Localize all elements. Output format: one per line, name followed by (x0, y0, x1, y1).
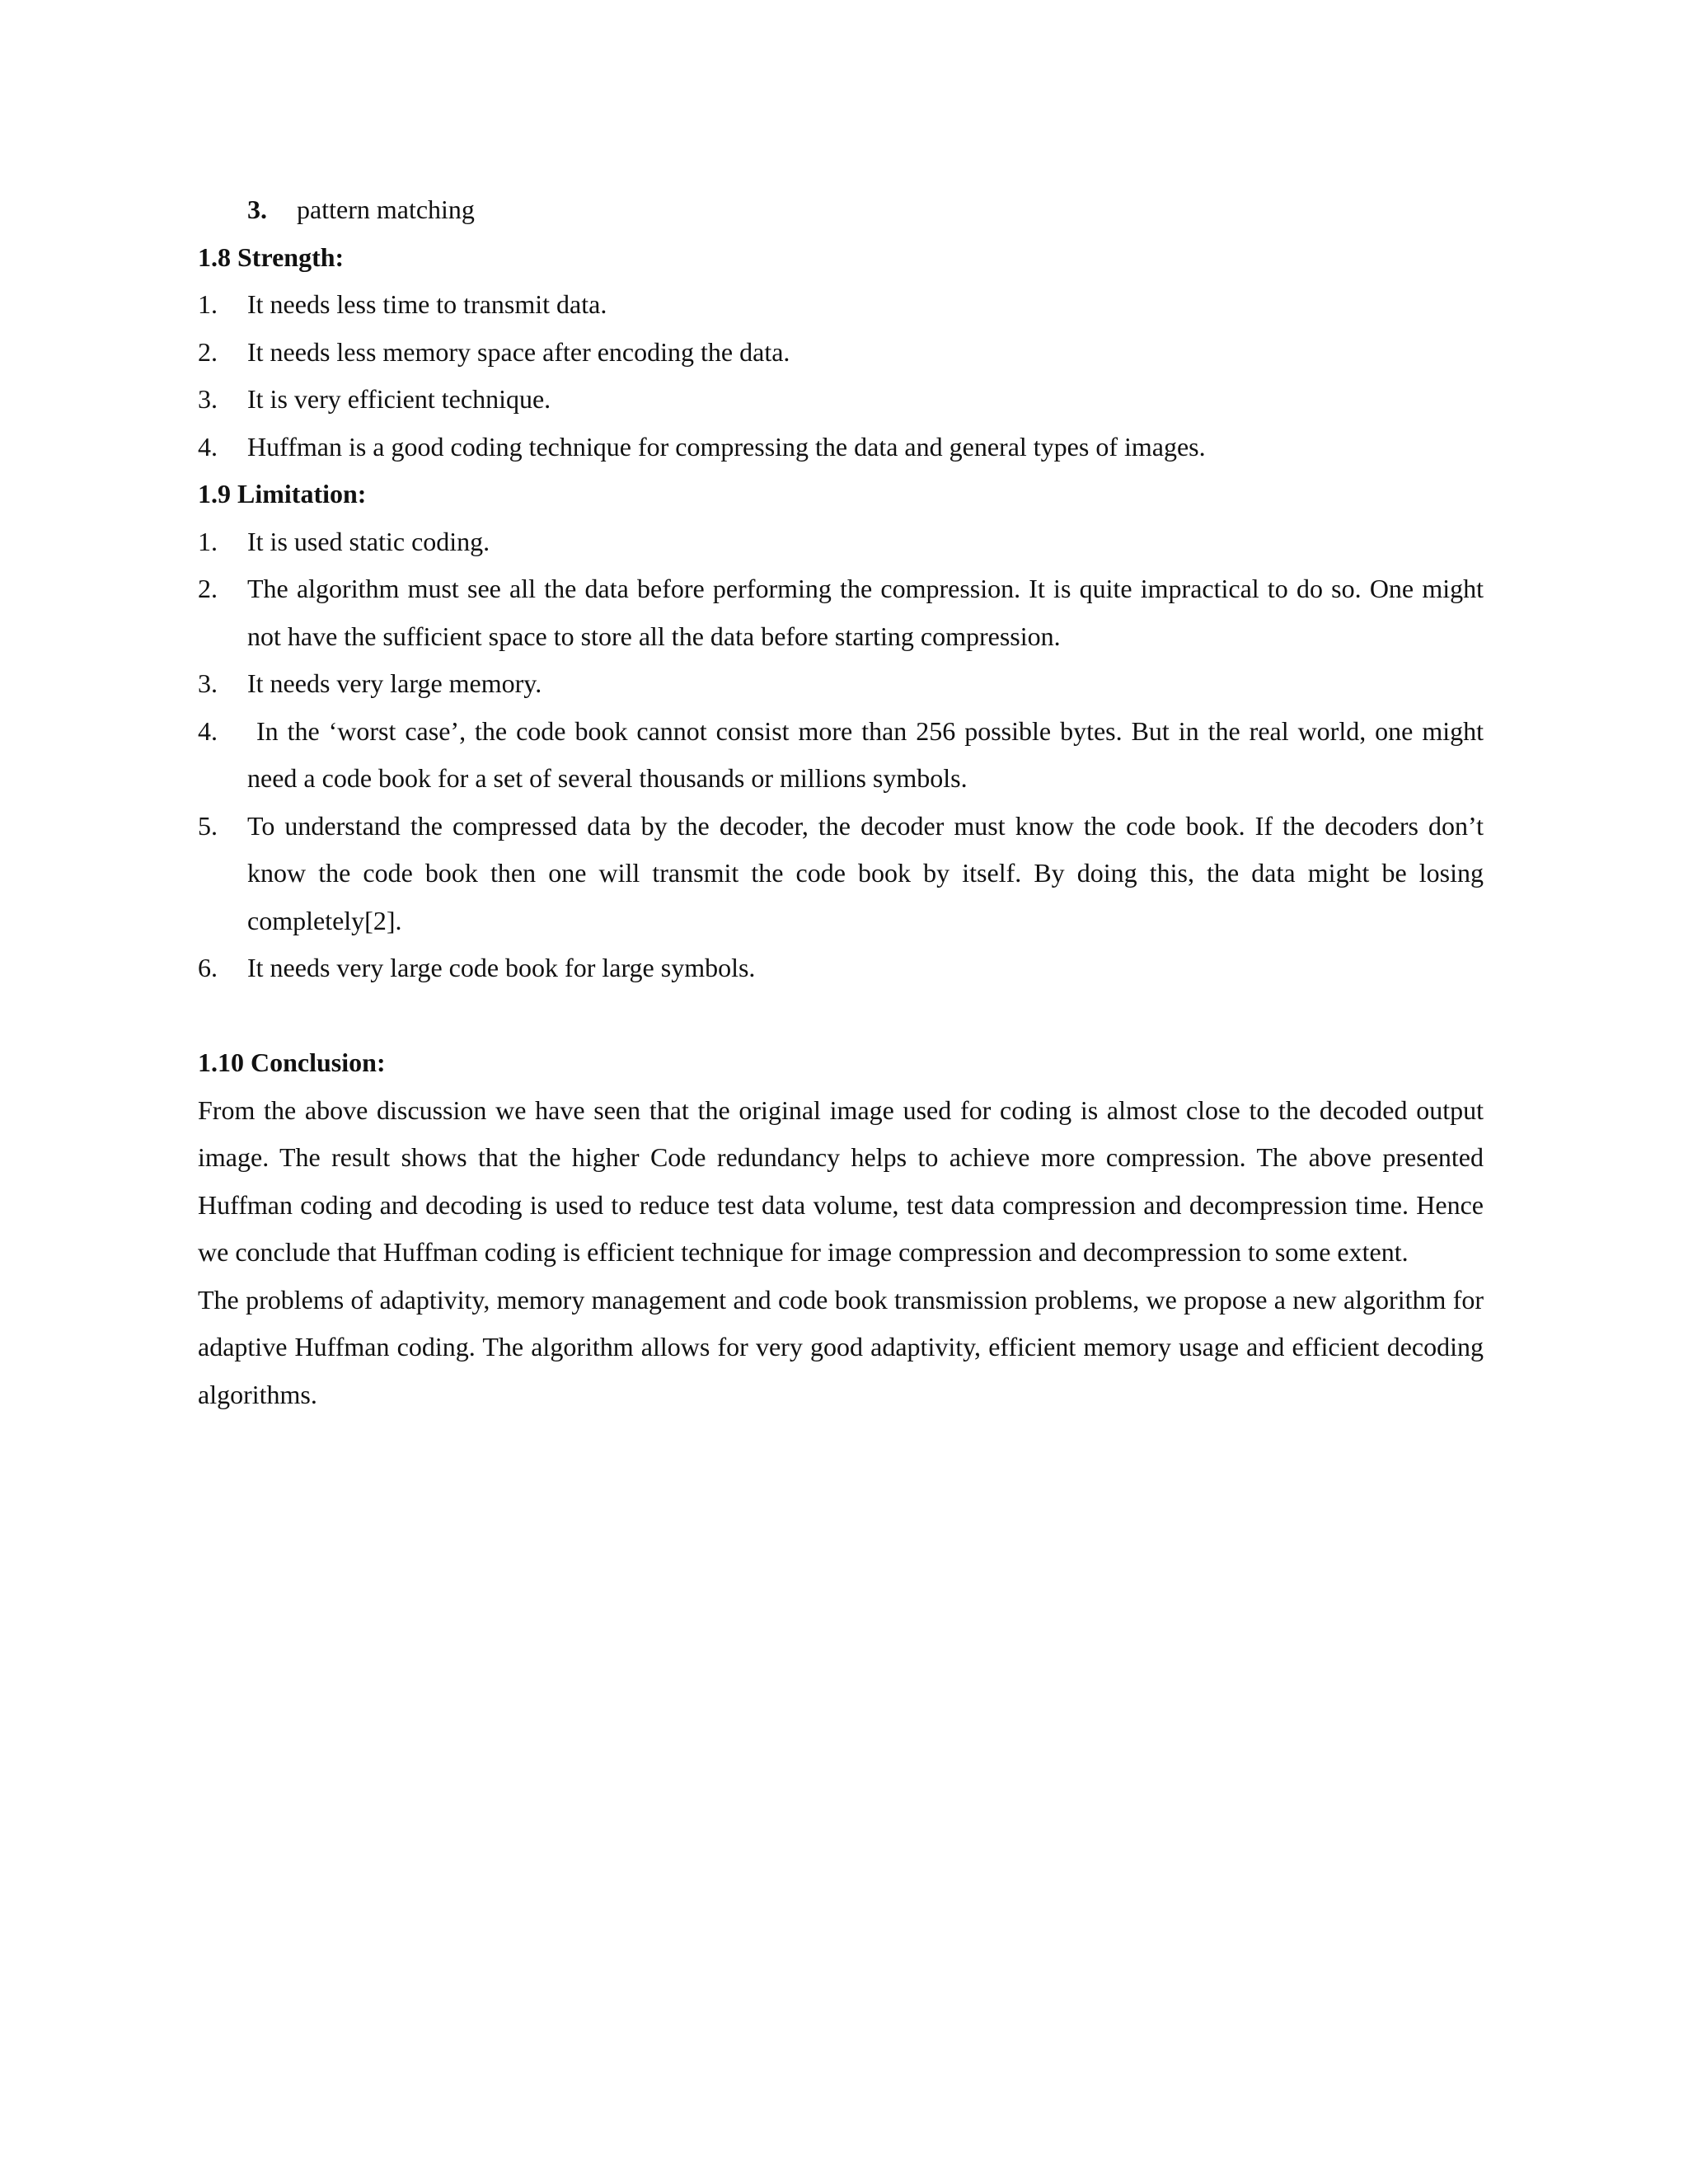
list-item-text: It needs very large memory. (247, 668, 542, 698)
list-item-number: 3. (247, 194, 267, 224)
list-item (198, 376, 1484, 424)
limitation-list (198, 518, 1491, 992)
list-item-pattern-matching (198, 186, 1484, 234)
list-item-number: 2. (198, 574, 218, 603)
list-item-text: pattern matching (297, 194, 475, 224)
list-item-text: It needs very large code book for large symbols. (247, 953, 756, 982)
list-item-number: 1. (198, 526, 218, 556)
list-item-text: It is used static coding. (247, 526, 490, 556)
list-item-number: 1. (198, 289, 218, 319)
list-item-text: To understand the compressed data by the decoder, the decoder must know the code book. If the decoders don’t know the code book then one will transmit the code book by itself. By doing this, the data might be losing completely[2]. (247, 810, 1484, 935)
blank-line (198, 992, 1484, 1040)
section-heading-strength: 1.8 Strength: (198, 241, 345, 272)
list-item-number: 4. (198, 715, 218, 746)
list-item (198, 329, 1484, 377)
section-heading-limitation: 1.9 Limitation: (198, 479, 367, 509)
list-item (198, 944, 1484, 992)
list-item (198, 803, 1484, 945)
list-item (198, 424, 1484, 471)
list-item-number: 6. (198, 953, 218, 982)
list-item (198, 660, 1484, 708)
list-item (198, 518, 1484, 566)
list-item-text: It is very efficient technique. (247, 384, 551, 414)
list-item-text: It needs less time to transmit data. (247, 289, 607, 319)
list-item-number: 4. (198, 431, 218, 462)
list-item (198, 565, 1484, 660)
list-item-number: 5. (198, 810, 218, 841)
conclusion-paragraph: The problems of adaptivity, memory management and code book transmission problems, we propose a new algorithm for adaptive Huffman coding. The algorithm allows for very good adaptivity, efficient memory usage and efficient decoding algorithms. (198, 1284, 1484, 1409)
page-content (198, 186, 1491, 1418)
conclusion-paragraph: From the above discussion we have seen that the original image used for coding is almost close to the decoded output image. The result shows that the higher Code redundancy helps to achieve more compression. The above presented Huffman coding and decoding is used to reduce test data volume, test data compression and decompression time. Hence we conclude that Huffman coding is efficient technique for image compression and decompression to some extent. (198, 1094, 1484, 1267)
list-item-number: 2. (198, 336, 218, 367)
list-item-text: Huffman is a good coding technique for compressing the data and general types of images. (247, 431, 1206, 462)
section-heading-conclusion: 1.10 Conclusion: (198, 1047, 386, 1077)
list-item (198, 708, 1491, 803)
list-item-text: It needs less memory space after encoding the data. (247, 336, 790, 367)
list-item-number: 3. (198, 384, 218, 414)
list-item-text: The algorithm must see all the data before performing the compression. It is quite impractical to do so. One might not have the sufficient space to store all the data before starting compression. (247, 574, 1484, 651)
list-item-number: 3. (198, 668, 218, 698)
list-item (198, 281, 1484, 329)
list-item-text: In the ‘worst case’, the code book cannot consist more than 256 possible bytes. But in the real world, one might need a code book for a set of several thousands or millions symbols. (247, 715, 1491, 793)
strength-list (198, 281, 1484, 471)
